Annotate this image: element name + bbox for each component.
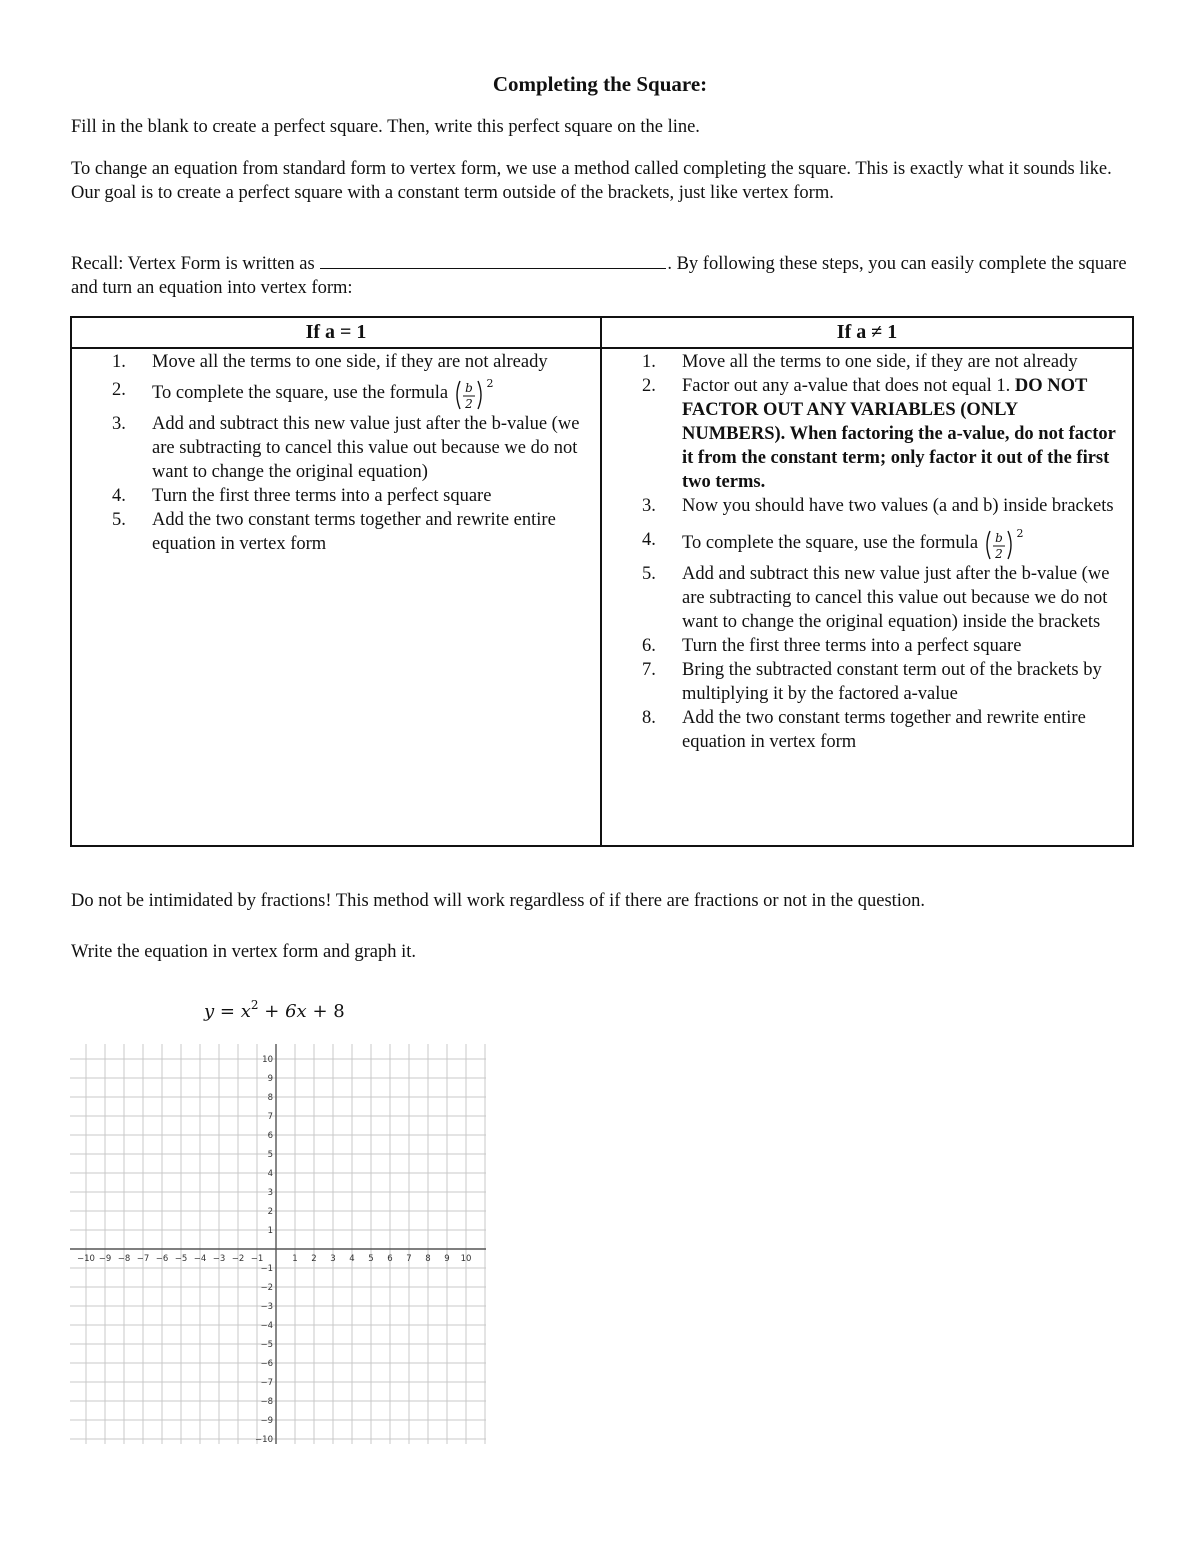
step-number: 5. [112, 510, 126, 530]
x-tick-label: 8 [425, 1254, 431, 1264]
formula-denominator: 2 [994, 547, 1003, 561]
y-tick-label: 7 [267, 1112, 273, 1122]
eq-x: x [240, 1001, 251, 1022]
list-item [72, 412, 600, 484]
step-text: To complete the square, use the formula [682, 533, 979, 553]
x-tick-label: 5 [368, 1254, 374, 1264]
y-tick-label: −3 [260, 1302, 273, 1312]
x-tick-label: −3 [212, 1254, 226, 1264]
list-item [602, 562, 1132, 634]
step-text: To complete the square, use the formula [152, 383, 449, 403]
recall-text-before: Recall: Vertex Form is written as [71, 254, 315, 274]
recall-text-after: . By following these steps, you can easily complete the square and turn an equation into vertex form: [71, 254, 1127, 298]
x-tick-label: −10 [77, 1254, 95, 1264]
x-tick-label: 10 [460, 1254, 472, 1264]
step-number: 1. [642, 352, 656, 372]
graph-instruction: Write the equation in vertex form and graph it. [71, 942, 416, 962]
list-item [72, 508, 600, 556]
x-tick-label: −5 [174, 1254, 188, 1264]
y-tick-label: −7 [260, 1378, 273, 1388]
list-item [602, 658, 1132, 706]
list-item [72, 350, 600, 374]
b-over-2-squared-formula [983, 528, 1027, 562]
x-tick-label: −6 [155, 1254, 169, 1264]
step-number: 3. [112, 414, 126, 434]
x-tick-label: −7 [136, 1254, 150, 1264]
x-tick-label: −4 [193, 1254, 207, 1264]
eq-plus-1: + [264, 1001, 280, 1022]
list-item [602, 494, 1132, 518]
formula-numerator: b [994, 531, 1003, 545]
y-tick-label: 6 [267, 1131, 273, 1141]
fractions-note: Do not be intimidated by fractions! This method will work regardless of if there are fractions or not in the question. [71, 891, 926, 911]
x-tick-label: 6 [387, 1254, 393, 1264]
x-tick-label: 1 [292, 1254, 298, 1264]
eq-constant: 8 [333, 1001, 345, 1022]
step-text: Factor out any a-value that does not equal 1. [682, 376, 1011, 396]
step-number: 5. [642, 564, 656, 584]
left-steps-cell [71, 348, 601, 846]
list-item [602, 634, 1132, 658]
change-form-paragraph: To change an equation from standard form to vertex form, we use a method called completing the square. This is exactly what it sounds like. Our goal is to create a perfect square with a constant term outside of the brackets, just like vertex form. [71, 159, 1112, 203]
step-number: 1. [112, 352, 126, 372]
coordinate-grid[interactable] [68, 1042, 488, 1446]
y-tick-label: −1 [260, 1264, 273, 1274]
page-title: Completing the Square: [492, 72, 708, 96]
step-number: 8. [642, 708, 656, 728]
left-steps-list [72, 350, 600, 556]
y-tick-label: −9 [260, 1416, 273, 1426]
list-item [72, 378, 600, 412]
b-over-2-squared-formula [453, 378, 497, 412]
x-tick-label: −8 [117, 1254, 131, 1264]
step-number: 4. [642, 530, 656, 550]
x-tick-label: −1 [250, 1254, 264, 1264]
right-steps-list [602, 350, 1132, 754]
step-text: Bring the subtracted constant term out of the brackets by multiplying it by the factored a-value [682, 660, 1102, 704]
step-text: Turn the first three terms into a perfect square [152, 486, 492, 506]
y-tick-label: −4 [260, 1321, 273, 1331]
right-steps-cell [601, 348, 1133, 846]
y-tick-label: 5 [267, 1150, 273, 1160]
x-tick-label: 2 [311, 1254, 317, 1264]
x-tick-label: 3 [330, 1254, 336, 1264]
x-tick-label: 4 [349, 1254, 355, 1264]
list-item [602, 350, 1132, 374]
list-item [602, 706, 1132, 754]
quadratic-equation [204, 993, 345, 1024]
y-tick-label: −5 [260, 1340, 273, 1350]
step-text: Move all the terms to one side, if they are not already [152, 352, 548, 372]
step-number: 2. [112, 380, 126, 400]
y-tick-label: 4 [267, 1169, 273, 1179]
y-tick-label: −6 [260, 1359, 273, 1369]
recall-paragraph [71, 250, 1131, 300]
step-number: 2. [642, 376, 656, 396]
step-text: Add the two constant terms together and rewrite entire equation in vertex form [682, 708, 1086, 752]
vertex-form-blank[interactable] [320, 250, 666, 269]
step-number: 4. [112, 486, 126, 506]
formula-denominator: 2 [464, 397, 473, 411]
step-number: 6. [642, 636, 656, 656]
y-tick-label: −10 [255, 1435, 273, 1445]
y-tick-label: 1 [267, 1226, 273, 1236]
eq-plus-2: + [312, 1001, 328, 1022]
y-tick-label: 10 [262, 1055, 273, 1065]
formula-exponent: 2 [1016, 528, 1024, 540]
step-text: Add and subtract this new value just after the b-value (we are subtracting to cancel this value out because we do not want to change the original equation) inside the brackets [682, 564, 1110, 632]
list-item [72, 484, 600, 508]
left-column-header: If a = 1 [71, 317, 601, 348]
list-item [602, 374, 1132, 494]
steps-table [70, 316, 1134, 847]
step-text: Now you should have two values (a and b) inside brackets [682, 496, 1114, 516]
y-tick-label: 2 [267, 1207, 273, 1217]
right-column-header: If a ≠ 1 [601, 317, 1133, 348]
y-tick-label: −2 [260, 1283, 273, 1293]
list-item [602, 528, 1132, 562]
y-tick-label: −8 [260, 1397, 273, 1407]
step-text: Turn the first three terms into a perfect square [682, 636, 1022, 656]
fill-in-instruction: Fill in the blank to create a perfect square. Then, write this perfect square on the line. [71, 117, 700, 137]
eq-exponent: 2 [250, 998, 259, 1012]
step-number: 3. [642, 496, 656, 516]
step-bold-warning: DO NOT FACTOR OUT ANY VARIABLES (ONLY NUMBERS). When factoring the a-value, do not factor it from the constant term; only factor it out of the first two terms. [682, 376, 1116, 492]
x-tick-label: −2 [231, 1254, 245, 1264]
x-tick-label: 7 [406, 1254, 412, 1264]
y-tick-label: 3 [267, 1188, 273, 1198]
x-tick-label: 9 [444, 1254, 450, 1264]
step-text: Add and subtract this new value just after the b-value (we are subtracting to cancel this value out because we do not want to change the original equation) [152, 414, 580, 482]
x-tick-label: −9 [98, 1254, 112, 1264]
step-text: Move all the terms to one side, if they are not already [682, 352, 1078, 372]
eq-equals: = [219, 1001, 235, 1022]
eq-linear-term: 6x [285, 1001, 307, 1022]
step-text: Add the two constant terms together and rewrite entire equation in vertex form [152, 510, 556, 554]
eq-y: y [204, 1001, 215, 1022]
y-tick-label: 8 [267, 1093, 273, 1103]
formula-numerator: b [464, 381, 473, 395]
y-tick-label: 9 [267, 1074, 273, 1084]
formula-exponent: 2 [486, 378, 494, 390]
step-number: 7. [642, 660, 656, 680]
